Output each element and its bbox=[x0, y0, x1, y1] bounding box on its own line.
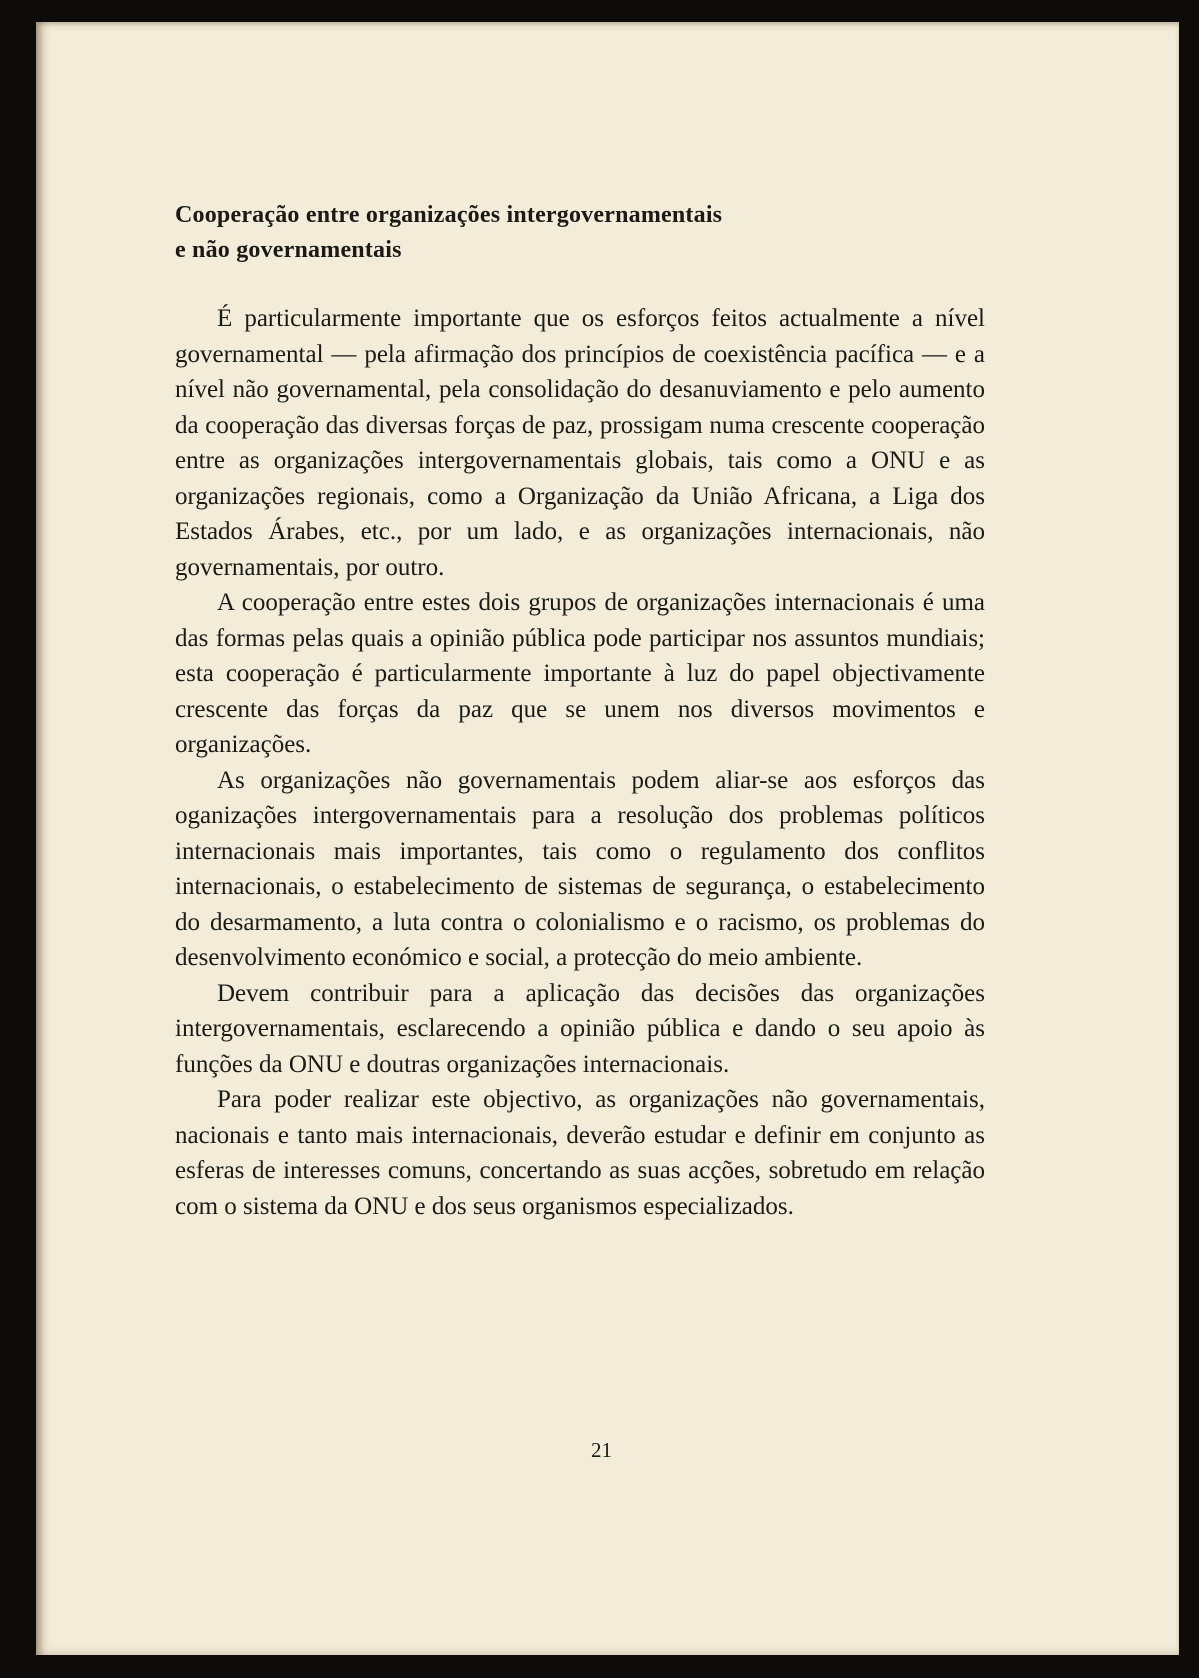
paragraph-1: É particularmente importante que os esforços feitos actualmente a nível governamental — pela afirmação dos princípios de coexistência pacífica — e a nível não governamental, pela consolidação do desanuviamento e pelo aumento da cooperação das diversas forças de paz, prossigam numa crescente cooperação entre as organizações intergovernamentais globais, tais como a ONU e as organizações regionais, como a Organização da União Africana, a Liga dos Estados Árabes, etc., por um lado, e as organizações internacionais, não governamentais, por outro. bbox=[175, 305, 985, 581]
page-content bbox=[175, 198, 985, 1224]
paragraph-3: As organizações não governamentais podem aliar-se aos esforços das oganizações intergovernamentais para a resolução dos problemas políticos internacionais mais importantes, tais como o regulamento dos conflitos internacionais, o estabelecimento de sistemas de segurança, o estabelecimento do desarmamento, a luta contra o colonialismo e o racismo, os problemas do desenvolvimento económico e social, a protecção do meio ambiente. bbox=[175, 766, 985, 971]
section-heading-line-2: e não governamentais bbox=[175, 237, 402, 263]
page-number: 21 bbox=[591, 1438, 612, 1462]
body-text bbox=[175, 301, 985, 1224]
paragraph-4: Devem contribuir para a aplicação das decisões das organizações intergovernamentais, esclarecendo a opinião pública e dando o seu apoio às funções da ONU e doutras organizações internacionais. bbox=[175, 979, 985, 1078]
paragraph-5: Para poder realizar este objectivo, as organizações não governamentais, nacionais e tanto mais internacionais, deverão estudar e definir em conjunto as esferas de interesses comuns, concertando as suas acções, sobretudo em relação com o sistema da ONU e dos seus organismos especializados. bbox=[175, 1086, 985, 1220]
paragraph-2: A cooperação entre estes dois grupos de organizações internacionais é uma das formas pelas quais a opinião pública pode participar nos assuntos mundiais; esta cooperação é particularmente importante à luz do papel objectivamente crescente das forças da paz que se unem nos diversos movimentos e organizações. bbox=[175, 589, 985, 758]
section-heading-line-1: Cooperação entre organizações intergovernamentais bbox=[175, 202, 723, 228]
section-heading bbox=[175, 198, 985, 268]
book-page bbox=[36, 22, 1179, 1655]
